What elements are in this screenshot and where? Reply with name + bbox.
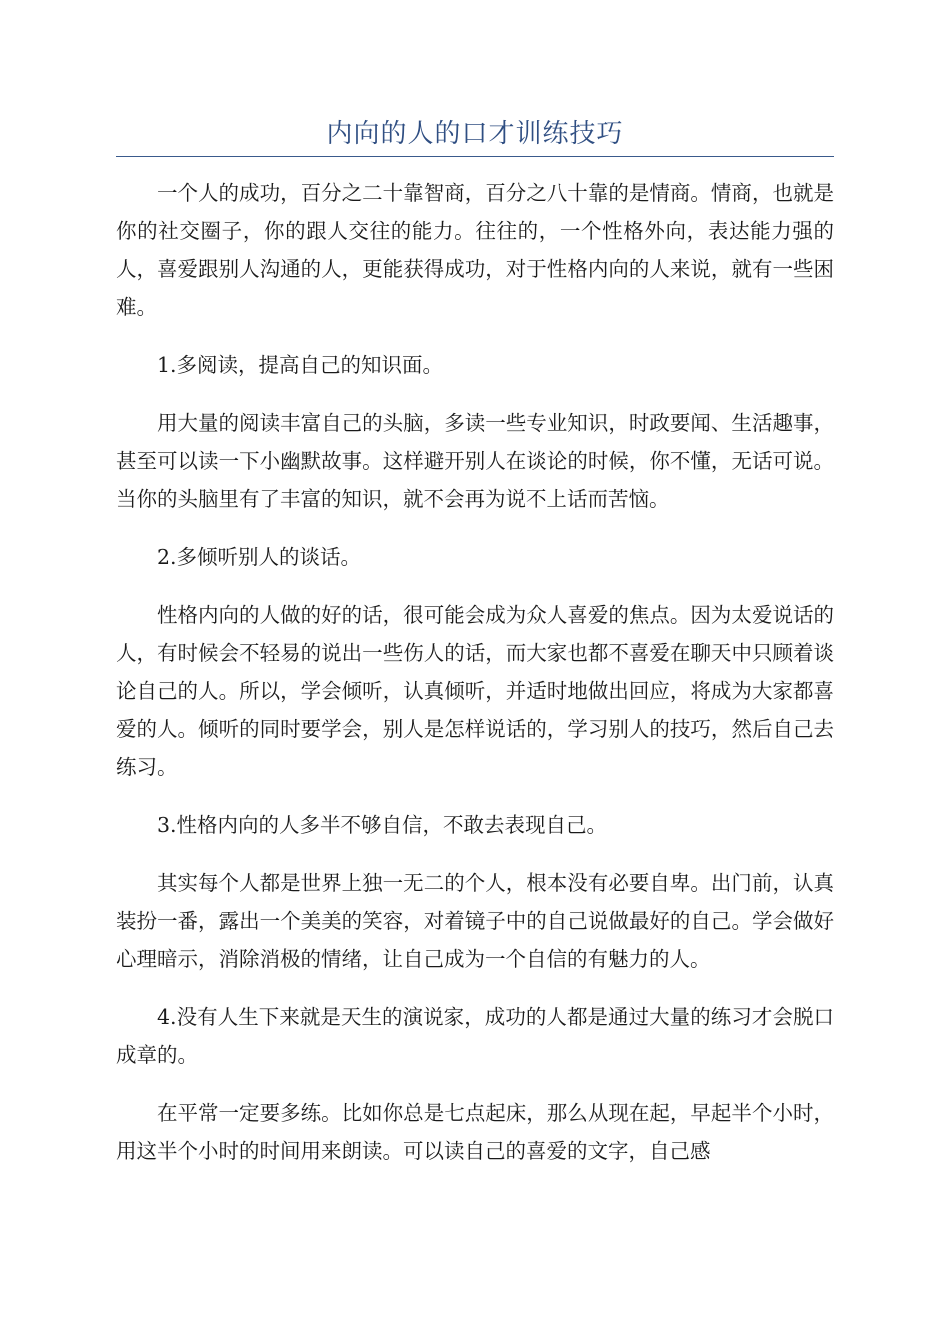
paragraph-point-4: 在平常一定要多练。比如你总是七点起床，那么从现在起，早起半个小时，用这半个小时的时间用来朗读。可以读自己的喜爱的文字，自己感 bbox=[116, 1101, 834, 1163]
heading-point-1: 1.多阅读，提高自己的知识面。 bbox=[157, 353, 444, 377]
page-title: 内向的人的口才训练技巧 bbox=[326, 119, 624, 149]
document-body bbox=[116, 174, 834, 1190]
title-block bbox=[116, 112, 834, 157]
heading-point-2: 2.多倾听别人的谈话。 bbox=[157, 545, 362, 569]
heading-point-4: 4.没有人生下来就是天生的演说家，成功的人都是通过大量的练习才会脱口成章的。 bbox=[116, 1005, 834, 1067]
paragraph-point-1: 用大量的阅读丰富自己的头脑，多读一些专业知识，时政要闻、生活趣事，甚至可以读一下小幽默故事。这样避开别人在谈论的时候，你不懂，无话可说。当你的头脑里有了丰富的知识，就不会再为说不上话而苦恼。 bbox=[116, 411, 834, 511]
heading-point-3: 3.性格内向的人多半不够自信，不敢去表现自己。 bbox=[157, 813, 608, 837]
paragraph-point-3: 其实每个人都是世界上独一无二的个人，根本没有必要自卑。出门前，认真装扮一番，露出一个美美的笑容，对着镜子中的自己说做最好的自己。学会做好心理暗示，消除消极的情绪，让自己成为一个自信的有魅力的人。 bbox=[116, 871, 834, 971]
paragraph-point-2: 性格内向的人做的好的话，很可能会成为众人喜爱的焦点。因为太爱说话的人，有时候会不轻易的说出一些伤人的话，而大家也都不喜爱在聊天中只顾着谈论自己的人。所以，学会倾听，认真倾听，并适时地做出回应，将成为大家都喜爱的人。倾听的同时要学会，别人是怎样说话的，学习别人的技巧，然后自己去练习。 bbox=[116, 603, 834, 779]
paragraph-intro: 一个人的成功，百分之二十靠智商，百分之八十靠的是情商。情商，也就是你的社交圈子，你的跟人交往的能力。往往的，一个性格外向，表达能力强的人，喜爱跟别人沟通的人，更能获得成功，对于性格内向的人来说，就有一些困难。 bbox=[116, 181, 834, 319]
